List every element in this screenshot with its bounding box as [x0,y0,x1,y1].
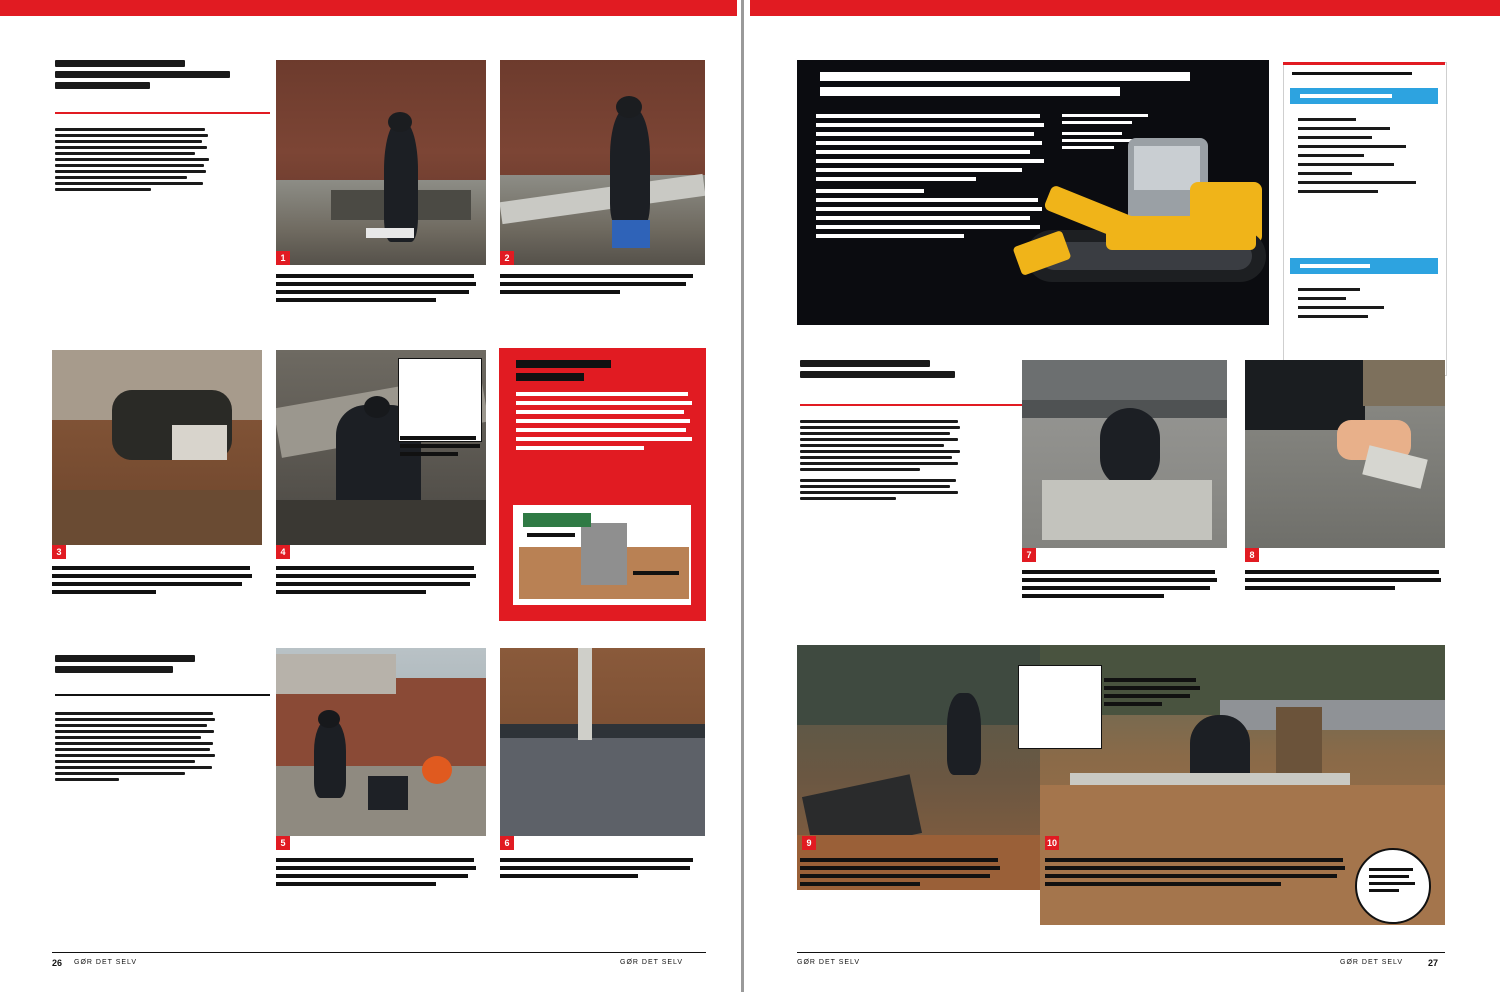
photo-2 [500,60,705,265]
photo-10-caption [1045,858,1345,890]
photo-9-caption [800,858,1000,890]
callout-left-1-text [396,432,490,478]
photo-5 [276,648,486,836]
section-1-headline [55,60,270,89]
photo-6-caption [500,858,695,882]
folio-rule-right [797,952,1445,953]
photo-5-number: 5 [276,836,290,850]
folio-right-text: GØR DET SELV [797,959,861,966]
photo-6 [500,648,705,836]
photo-2-number: 2 [500,251,514,265]
folio-left-text: GØR DET SELV [74,959,138,966]
intro-panel-headline [820,72,1200,96]
tool-box-top-rule [1283,62,1445,65]
folio-rule-left [52,952,706,953]
photo-7 [1022,360,1227,548]
photo-4-number: 4 [276,545,290,559]
photo-1 [276,60,486,265]
tool-box-items-1 [1298,118,1434,199]
circle-badge-text [1369,868,1415,892]
photo-8-caption [1245,570,1441,594]
tool-box [1283,62,1447,376]
callout-right-1-text [1104,678,1200,706]
photo-3-caption [52,566,252,598]
callout-left-1 [398,358,482,442]
photo-1-number: 1 [276,251,290,265]
section-3-headline [55,655,270,673]
photo-10-number: 10 [1046,838,1057,848]
section-4-rule [800,404,1022,406]
photo-2-caption [500,274,695,298]
photo-3-number: 3 [52,545,66,559]
tool-box-header-1-label [1300,94,1392,98]
section-4-body [800,420,960,503]
photo-8-number: 8 [1245,548,1259,562]
folio-right-page: 27 [1428,958,1439,968]
page-gutter [741,0,744,992]
folio-left-right-text: GØR DET SELV [620,959,684,966]
top-red-bar-left [0,0,737,16]
folio-right-label: GØR DET SELV [1340,959,1404,966]
photo-4-caption [276,566,476,598]
folio-left-page: 26 [52,958,63,968]
section-3-body [55,712,215,784]
section-1-body [55,128,210,194]
tip-box-title [516,360,686,381]
callout-right-1 [1018,665,1102,749]
excavator-illustration [1010,120,1265,342]
tool-box-header-2-label [1300,264,1370,268]
section-4-headline [800,360,1020,378]
section-1-rule [55,112,270,114]
photo-6-number: 6 [500,836,514,850]
tip-box-body [516,392,692,455]
tool-box-items-2 [1298,288,1434,324]
top-red-bar-right [750,0,1500,16]
tip-box-diagram [513,505,691,605]
photo-5-caption [276,858,476,890]
photo-8 [1245,360,1445,548]
photo-9-number: 9 [802,836,816,850]
photo-7-number: 7 [1022,548,1036,562]
photo-9 [797,645,1047,890]
tool-box-caption-rule [1292,72,1412,75]
photo-7-caption [1022,570,1217,602]
photo-3 [52,350,262,545]
section-3-rule [55,694,270,696]
photo-1-caption [276,274,476,306]
